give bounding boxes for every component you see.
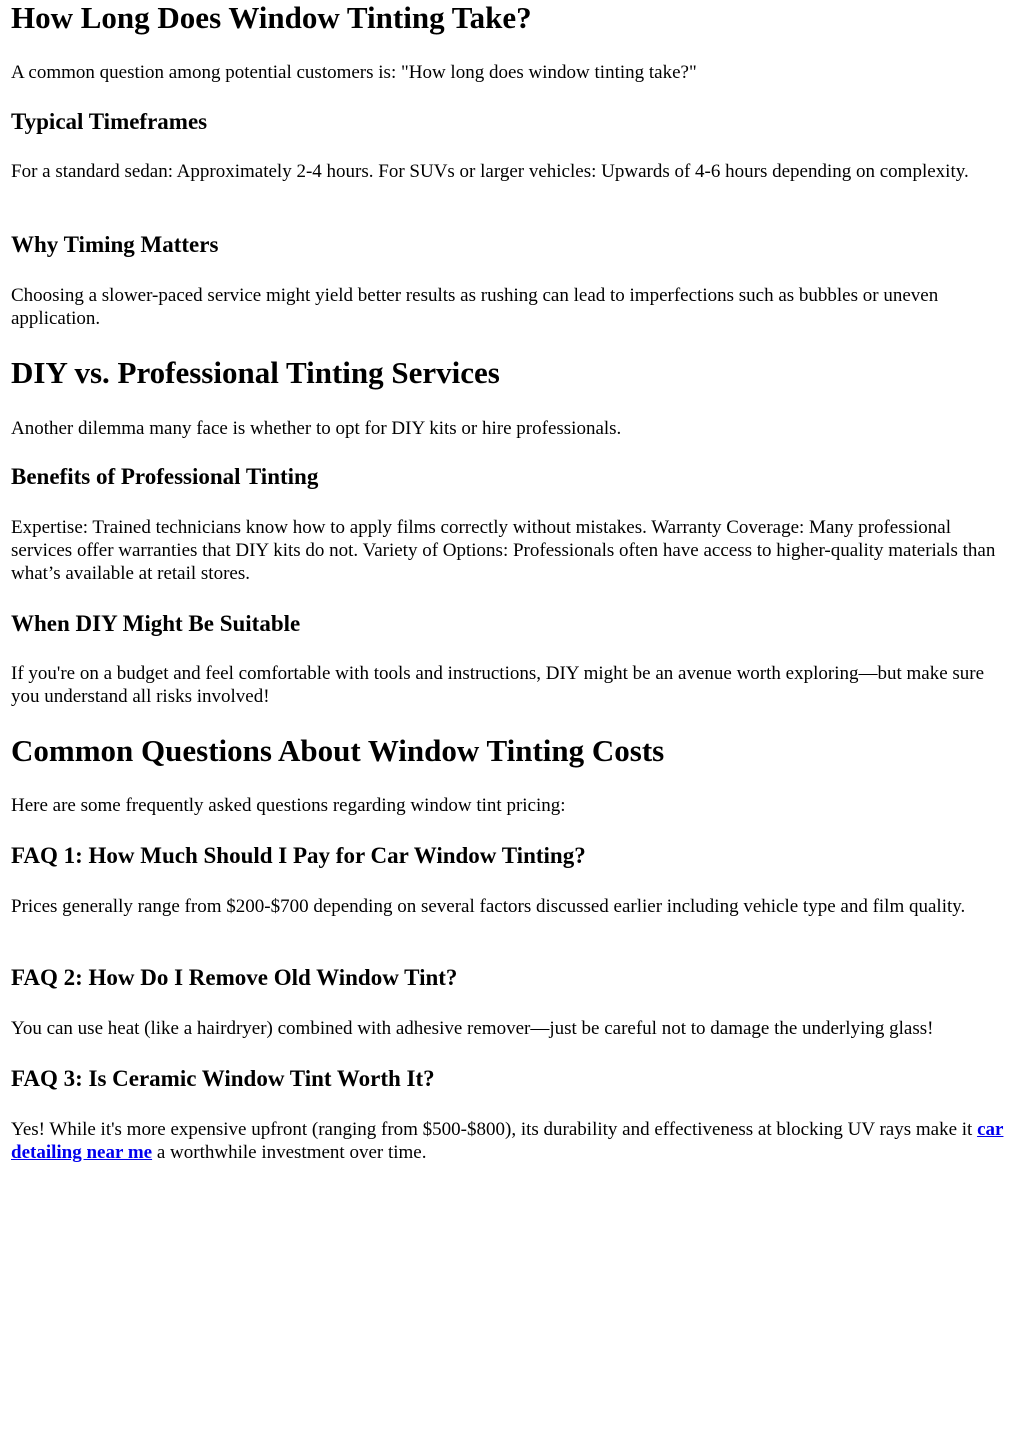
why-timing-matters-text: Choosing a slower-paced service might yield better results as rushing can lead to imperfections such as bubbles or uneven application. [11,285,939,329]
faq-2-question: FAQ 2: How Do I Remove Old Window Tint? [11,965,458,990]
benefits-professional-text: Expertise: Trained technicians know how to apply films correctly without mistakes. Warranty Coverage: Many professional services offer warranties that DIY kits do not. Variety of Options: Professionals often have access to higher-quality materials than what’s available at retail stores. [11,517,996,584]
section-title-diy-vs-pro: DIY vs. Professional Tinting Services [11,355,500,390]
faq-1-question: FAQ 1: How Much Should I Pay for Car Window Tinting? [11,843,586,868]
typical-timeframes-text: For a standard sedan: Approximately 2-4 hours. For SUVs or larger vehicles: Upwards of 4-6 hours depending on complexity. [11,161,969,182]
typical-timeframes-heading: Typical Timeframes [11,109,208,134]
faq-2-answer: You can use heat (like a hairdryer) combined with adhesive remover—just be careful not to damage the underlying glass! [11,1018,934,1039]
diy-suitable-heading: When DIY Might Be Suitable [11,611,301,636]
section-title-tinting-time: How Long Does Window Tinting Take? [11,0,532,35]
diy-suitable-text: If you're on a budget and feel comfortable with tools and instructions, DIY might be an avenue worth exploring—but make sure you understand all risks involved! [11,663,985,707]
costs-faq-intro: Here are some frequently asked questions regarding window tint pricing: [11,795,566,816]
faq-3-answer-end: a worthwhile investment over time. [152,1142,427,1163]
faq-3-question: FAQ 3: Is Ceramic Window Tint Worth It? [11,1066,435,1091]
car-detailing-link[interactable]: car detailing near me [11,1119,1004,1163]
why-timing-matters-heading: Why Timing Matters [11,232,219,257]
faq-1-answer: Prices generally range from $200-$700 depending on several factors discussed earlier including vehicle type and film quality. [11,896,966,917]
diy-vs-pro-intro: Another dilemma many face is whether to opt for DIY kits or hire professionals. [11,418,622,439]
faq-3-answer-start: Yes! While it's more expensive upfront (ranging from $500-$800), its durability and effectiveness at blocking UV rays make it [11,1119,978,1140]
benefits-professional-heading: Benefits of Professional Tinting [11,464,319,489]
tinting-time-intro: A common question among potential customers is: "How long does window tinting take?" [11,62,697,83]
section-title-costs-faq: Common Questions About Window Tinting Costs [11,733,665,768]
faq-3-answer [11,1118,1016,1164]
